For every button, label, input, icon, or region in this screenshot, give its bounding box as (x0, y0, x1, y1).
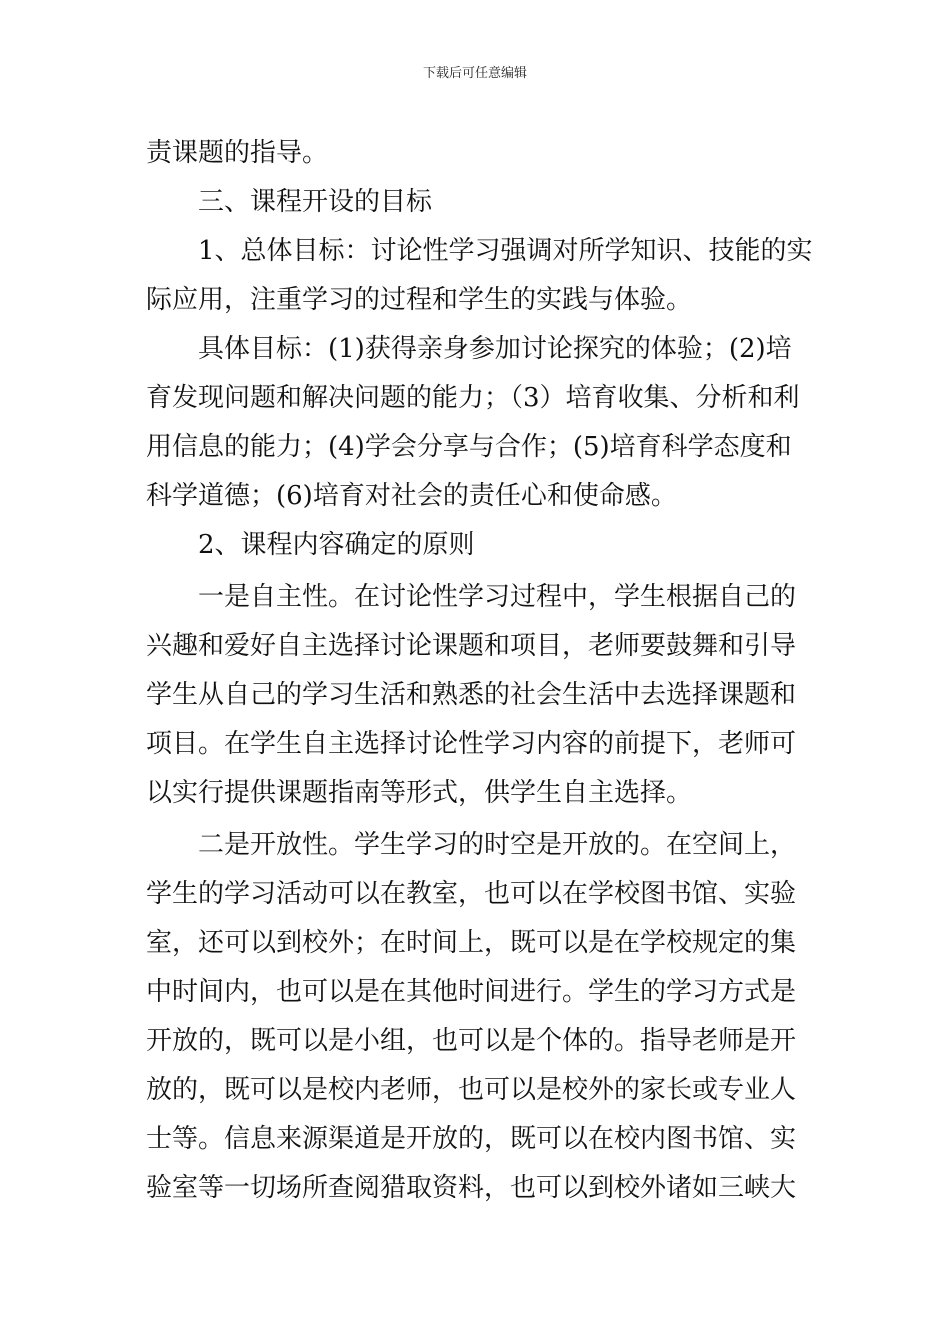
text-line: 开放的，既可以是小组，也可以是个体的。指导老师是开 (146, 1026, 797, 1056)
text-line: 以实行提供课题指南等形式，供学生自主选择。 (146, 778, 693, 808)
text-line: 科学道德；(6)培育对社会的责任心和使命感。 (146, 481, 677, 511)
page-header: 下载后可任意编辑 (422, 66, 527, 81)
section-heading: 三、课程开设的目标 (146, 187, 433, 217)
text-line: 1、总体目标：讨论性学习强调对所学知识、技能的实 (146, 236, 813, 266)
text-line: 学生的学习活动可以在教室，也可以在学校图书馆、实验 (146, 879, 797, 909)
text-line: 放的，既可以是校内老师，也可以是校外的家长或专业人 (146, 1075, 797, 1105)
text-line: 学生从自己的学习生活和熟悉的社会生活中去选择课题和 (146, 680, 797, 710)
text-line: 育发现问题和解决问题的能力；（3）培育收集、分析和利 (146, 383, 800, 413)
text-line: 中时间内，也可以是在其他时间进行。学生的学习方式是 (146, 977, 797, 1007)
text-line: 室，还可以到校外；在时间上，既可以是在学校规定的集 (146, 928, 797, 958)
text-line: 兴趣和爱好自主选择讨论课题和项目，老师要鼓舞和引导 (146, 631, 797, 661)
text-line: 验室等一切场所查阅猎取资料，也可以到校外诸如三峡大 (146, 1173, 797, 1203)
text-line: 士等。信息来源渠道是开放的，既可以在校内图书馆、实 (146, 1124, 797, 1154)
text-line: 际应用，注重学习的过程和学生的实践与体验。 (146, 285, 693, 315)
text-line: 项目。在学生自主选择讨论性学习内容的前提下，老师可 (146, 729, 797, 759)
text-line: 用信息的能力；(4)学会分享与合作；(5)培育科学态度和 (146, 432, 792, 462)
text-line: 具体目标：(1)获得亲身参加讨论探究的体验；(2)培 (146, 334, 792, 364)
text-line: 责课题的指导。 (146, 138, 329, 168)
section-heading: 2、课程内容确定的原则 (146, 530, 475, 560)
text-line: 二是开放性。学生学习的时空是开放的。在空间上， (146, 830, 797, 860)
text-line: 一是自主性。在讨论性学习过程中，学生根据自己的 (146, 582, 797, 612)
